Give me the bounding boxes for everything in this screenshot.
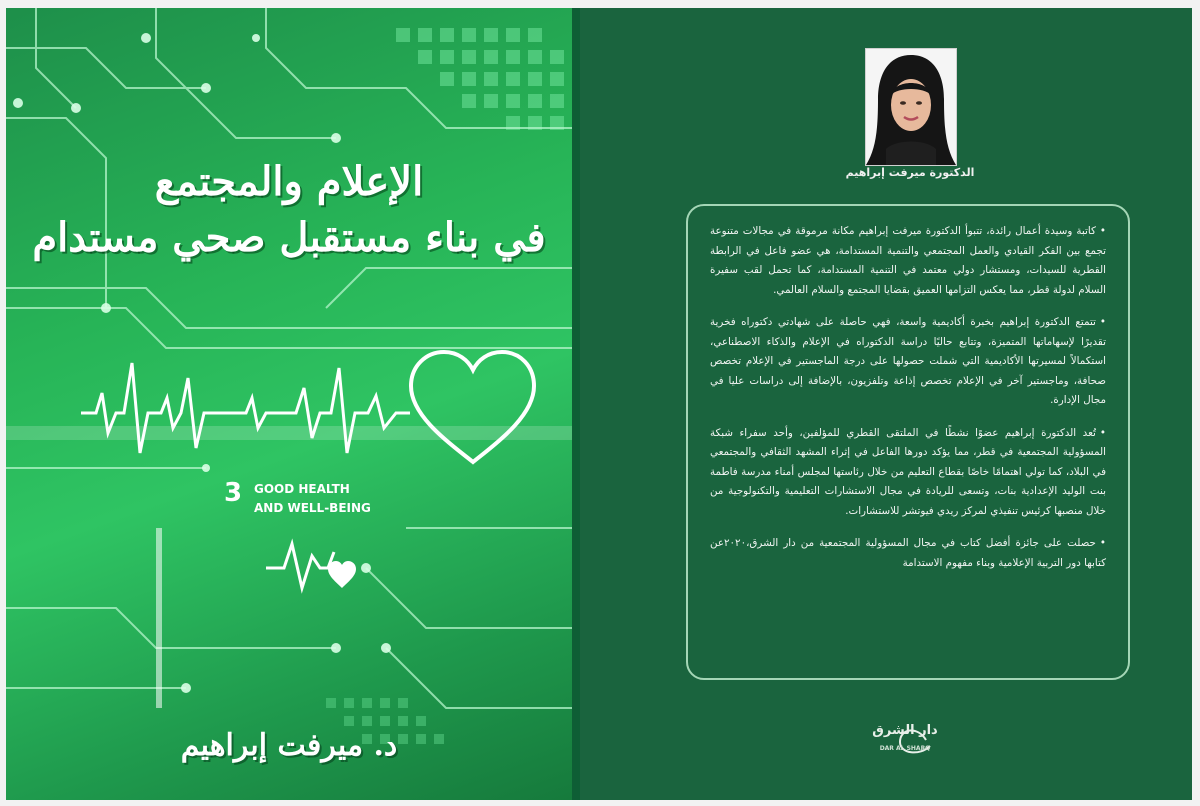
sdg-label (254, 480, 371, 518)
photo-caption: الدكتورة ميرفت إبراهيم (845, 166, 975, 179)
sdg-label-line2: AND WELL-BEING (254, 501, 371, 515)
bio-paragraph-2: • تتمتع الدكتورة إبراهيم بخبرة أكاديمية واسعة، فهي حاصلة على شهادتي دكتوراه فخرية تقديرًا لإسهاماتها المتميزة، وتتابع حاليًا دراسة الدكتوراه في الإعلام والذكاء الاصطناعي، استكمالاً لمسيرتها الأكاديمية التي شملت حصولها على درجة الماجستير في الإعلام تخصص صحافة، وماجستير آخر في الإعلام تخصص إذاعة وتلفزيون، بالإضافة إلى دراسات عليا في مجال الإدارة. (710, 313, 1106, 411)
biography-box (686, 204, 1130, 680)
back-cover (580, 8, 1192, 800)
front-cover (6, 8, 572, 800)
sdg-number: 3 (224, 478, 243, 508)
sdg-label-line1: GOOD HEALTH (254, 482, 350, 496)
publisher-latin-name: DAR AL SHARQ (879, 745, 931, 752)
author-name-front: د. ميرفت إبراهيم (180, 728, 398, 763)
publisher-name: دار الشرق (872, 723, 938, 738)
book-title-line1: الإعلام والمجتمع (154, 158, 424, 205)
bio-paragraph-1: • كاتبة وسيدة أعمال رائدة، تتبوأ الدكتورة ميرفت إبراهيم مكانة مرموقة في مجالات متنوعة تجمع بين الفكر القيادي والعمل المجتمعي والتنمية المستدامة، هي عضو فاعل في الرابطة القطرية للسيدات، ومستشار دولي معتمد في التنمية المستدامة، كما تحمل لقب سفيرة السلام لدولة قطر، مما يعكس التزامها العميق بقضايا المجتمع والسلام العالمي. (710, 222, 1106, 300)
bio-paragraph-3: • تُعد الدكتورة إبراهيم عضوًا نشطًا في الملتقى القطري للمؤلفين، وأحد سفراء شبكة المسؤولية المجتمعية في قطر، مما يؤكد دورها الفاعل في إثراء المشهد الثقافي والمجتمعي في البلاد، كما تولي اهتمامًا خاصًا بقطاع التعليم من خلال رئاستها لمجلس أمناء مدرسة فاطمة بنت الوليد الإعدادية بنات، وتسعى للريادة في مجال الاستشارات التعليمية والتكنولوجية من خلال منصبها كرئيس تنفيذي لمركز ريدي فيوتشر للاستشارات. (710, 424, 1106, 522)
author-photo (865, 48, 957, 166)
book-spine (572, 8, 580, 800)
heartbeat-graphic (6, 8, 572, 800)
bio-paragraph-4: • حصلت على جائزة أفضل كتاب في مجال المسؤولية المجتمعية من دار الشرق،٢٠٢٠عن كتابها دور التربية الإعلامية وبناء مفهوم الاستدامة (710, 534, 1106, 573)
book-title-line2: في بناء مستقبل صحي مستدام (32, 214, 546, 261)
